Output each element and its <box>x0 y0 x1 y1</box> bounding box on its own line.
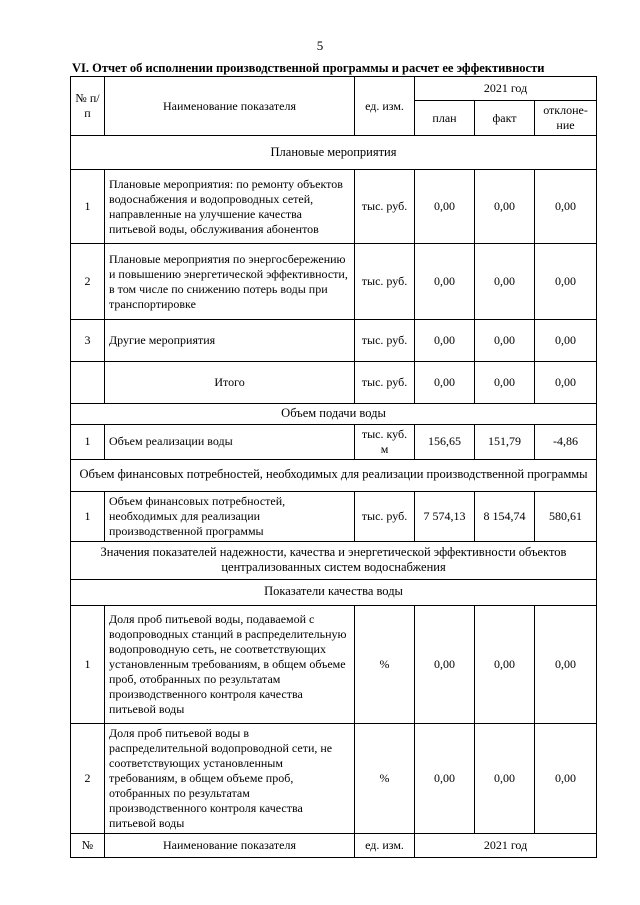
row-plan: 0,00 <box>415 244 475 320</box>
row-fact: 0,00 <box>475 320 535 362</box>
row-num: 1 <box>71 491 105 541</box>
row-plan: 0,00 <box>415 605 475 723</box>
row-name: Плановые мероприятия по энергосбережению и повышению энергетической эффективности, в том числе по снижению потерь воды при транспортировке <box>105 244 355 320</box>
table-row <box>71 320 597 362</box>
total-unit: тыс. руб. <box>355 362 415 404</box>
row-plan: 0,00 <box>415 723 475 833</box>
row-unit: тыс. руб. <box>355 491 415 541</box>
row-plan: 7 574,13 <box>415 491 475 541</box>
section-quality: Показатели качества воды <box>71 579 597 605</box>
row-unit: тыс. руб. <box>355 170 415 244</box>
total-plan: 0,00 <box>415 362 475 404</box>
row-fact: 0,00 <box>475 723 535 833</box>
row-deviation: 0,00 <box>535 244 597 320</box>
row-name: Объем реализации воды <box>105 424 355 459</box>
row-num: 3 <box>71 320 105 362</box>
row-deviation: 0,00 <box>535 320 597 362</box>
footer-header-name: Наименование показателя <box>105 833 355 857</box>
row-num: 2 <box>71 723 105 833</box>
repeated-header-row <box>71 833 597 857</box>
table-row <box>71 244 597 320</box>
footer-header-num: № <box>71 833 105 857</box>
row-unit: тыс. руб. <box>355 320 415 362</box>
footer-header-year: 2021 год <box>415 833 597 857</box>
header-num: № п/п <box>71 77 105 136</box>
header-name: Наименование показателя <box>105 77 355 136</box>
row-unit: тыс. куб. м <box>355 424 415 459</box>
table-row <box>71 170 597 244</box>
row-name: Другие мероприятия <box>105 320 355 362</box>
row-fact: 0,00 <box>475 244 535 320</box>
section-row <box>71 579 597 605</box>
section-planned: Плановые мероприятия <box>71 136 597 170</box>
header-plan: план <box>415 101 475 136</box>
total-num <box>71 362 105 404</box>
section-row <box>71 541 597 579</box>
row-deviation: 0,00 <box>535 723 597 833</box>
total-fact: 0,00 <box>475 362 535 404</box>
total-label: Итого <box>105 362 355 404</box>
header-unit: ед. изм. <box>355 77 415 136</box>
row-fact: 0,00 <box>475 170 535 244</box>
row-plan: 0,00 <box>415 170 475 244</box>
total-deviation: 0,00 <box>535 362 597 404</box>
table-row <box>71 723 597 833</box>
row-deviation: 0,00 <box>535 605 597 723</box>
row-num: 1 <box>71 424 105 459</box>
row-name: Объем финансовых потребностей, необходимых для реализации производственной программы <box>105 491 355 541</box>
table-row <box>71 491 597 541</box>
row-deviation: 0,00 <box>535 170 597 244</box>
table-row <box>71 605 597 723</box>
row-name: Доля проб питьевой воды в распределительной водопроводной сети, не соответствующих установленным требованиям, в общем объеме проб, отобранных по результатам производственного контроля качества питьевой воды <box>105 723 355 833</box>
header-deviation: отклоне-ние <box>535 101 597 136</box>
row-plan: 156,65 <box>415 424 475 459</box>
row-name: Плановые мероприятия: по ремонту объектов водоснабжения и водопроводных сетей, направленные на улучшение качества питьевой воды, обслуживания абонентов <box>105 170 355 244</box>
footer-header-unit: ед. изм. <box>355 833 415 857</box>
row-num: 1 <box>71 170 105 244</box>
row-deviation: -4,86 <box>535 424 597 459</box>
row-plan: 0,00 <box>415 320 475 362</box>
section-finance: Объем финансовых потребностей, необходимых для реализации производственной программы <box>71 459 597 491</box>
row-unit: % <box>355 605 415 723</box>
page-number: 5 <box>316 38 324 53</box>
header-row <box>71 77 597 101</box>
section-supply: Объем подачи воды <box>71 404 597 425</box>
row-unit: % <box>355 723 415 833</box>
report-table <box>70 76 597 858</box>
section-reliability: Значения показателей надежности, качества и энергетической эффективности объектов централизованных систем водоснабжения <box>71 541 597 579</box>
table-row <box>71 424 597 459</box>
row-deviation: 580,61 <box>535 491 597 541</box>
total-row <box>71 362 597 404</box>
row-unit: тыс. руб. <box>355 244 415 320</box>
section-row <box>71 459 597 491</box>
row-fact: 8 154,74 <box>475 491 535 541</box>
row-name: Доля проб питьевой воды, подаваемой с водопроводных станций в распределительную водопроводную сеть, не соответствующих установленным требованиям, в общем объеме проб, отобранных по результатам производственного контроля качества питьевой воды <box>105 605 355 723</box>
section-row <box>71 404 597 425</box>
section-row <box>71 136 597 170</box>
row-fact: 0,00 <box>475 605 535 723</box>
row-num: 1 <box>71 605 105 723</box>
report-title: VI. Отчет об исполнении производственной программы и расчет ее эффективности <box>72 61 545 75</box>
header-fact: факт <box>475 101 535 136</box>
row-num: 2 <box>71 244 105 320</box>
row-fact: 151,79 <box>475 424 535 459</box>
header-year: 2021 год <box>415 77 597 101</box>
